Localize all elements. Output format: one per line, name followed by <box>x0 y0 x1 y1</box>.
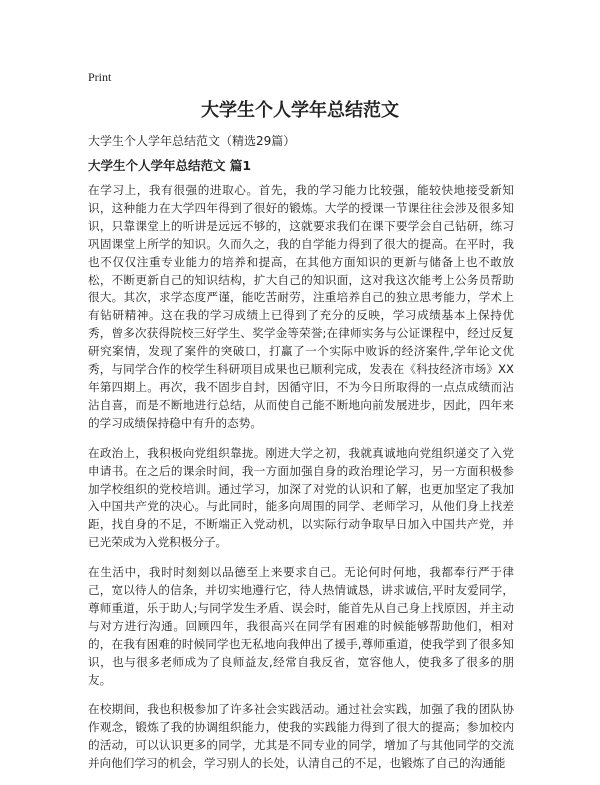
paragraph-study: 在学习上，我有很强的进取心。首先，我的学习能力比较强，能较快地接受新知识，这种能力在大学四年得到了很好的锻炼。大学的授课一节课往往会涉及很多知识，只靠课堂上的听讲是远远不够的，这就要求我们在课下要学会自己钻研，练习巩固课堂上所学的知识。久而久之，我的自学能力得到了很大的提高。在平时，我也不仅仅注重专业能力的培养和提高，在其他方面知识的更新与储备上也不敢放松，不断更新自己的知识结构，扩大自己的知识面，这对我这次能考上公务员帮助很大。其次，求学态度严谨，能吃苦耐劳，注重培养自己的独立思考能力，学术上有钻研精神。这在我的学习成绩上已得到了充分的反映，学习成绩基本上保持优秀，曾多次获得院校三好学生、奖学金等荣誉;在律师实务与公证课程中，经过反复研究案情，发现了案件的突破口，打赢了一个实际中败诉的经济案件,学年论文优秀，与同学合作的校学生科研项目成果也已顺利完成，发表在《科技经济市场》XX年第四期上。再次，我不固步自封，因循守旧，不为今日所取得的一点点成绩而沾沾自喜，而是不断地进行总结，从而使自己能不断地向前发展进步，因此，四年来的学习成绩保持稳中有升的态势。 <box>88 183 514 430</box>
document-title: 大学生个人学年总结范文 <box>201 100 399 121</box>
paragraph-politics: 在政治上，我积极向党组织靠拢。刚进大学之初，我就真诚地向党组织递交了入党申请书。在之后的课余时间，我一方面加强自身的政治理论学习，另一方面积极参加学校组织的党校培训。通过学习，加深了对党的认识和了解，也更加坚定了我加入中国共产党的决心。与此同时，能多向周围的同学、老师学习，从他们身上找差距，找自身的不足，不断端正入党动机，以实际行动争取早日加入中国共产党，并已光荣成为入党积极分子。 <box>88 445 514 550</box>
paragraph-life: 在生活中，我时时刻刻以品德至上来要求自己。无论何时何地，我都奉行严于律己，宽以待人的信条，并切实地遵行它，待人热情诚恳，讲求诚信,平时友爱同学，尊师重道，乐于助人;与同学发生矛盾、误会时，能首先从自己身上找原因，并主动与对方进行沟通。回顾四年，我很高兴在同学有困难的时候能够帮助他们，相对的，在我有困难的时候同学也无私地向我伸出了援手,尊师重道，使我学到了很多知识，也与很多老师成为了良师益友,经常自我反省，宽容他人，使我多了很多的朋友。 <box>88 565 514 687</box>
document-body <box>88 182 514 785</box>
section-heading: 大学生个人学年总结范文 篇1 <box>88 158 252 173</box>
document-subtitle: 大学生个人学年总结范文（精选29篇） <box>88 134 296 148</box>
paragraph-activities: 在校期间，我也积极参加了许多社会实践活动。通过社会实践，加强了我的团队协作观念，锻炼了我的协调组织能力，使我的实践能力得到了很大的提高；参加校内的活动，可以认识更多的同学，尤其是不同专业的同学，增加了与其他同学的交流并向他们学习的机会，学习别人的长处，认清自己的不足，也锻炼了自己的沟通能 <box>88 702 514 771</box>
print-link[interactable]: Print <box>88 70 112 84</box>
